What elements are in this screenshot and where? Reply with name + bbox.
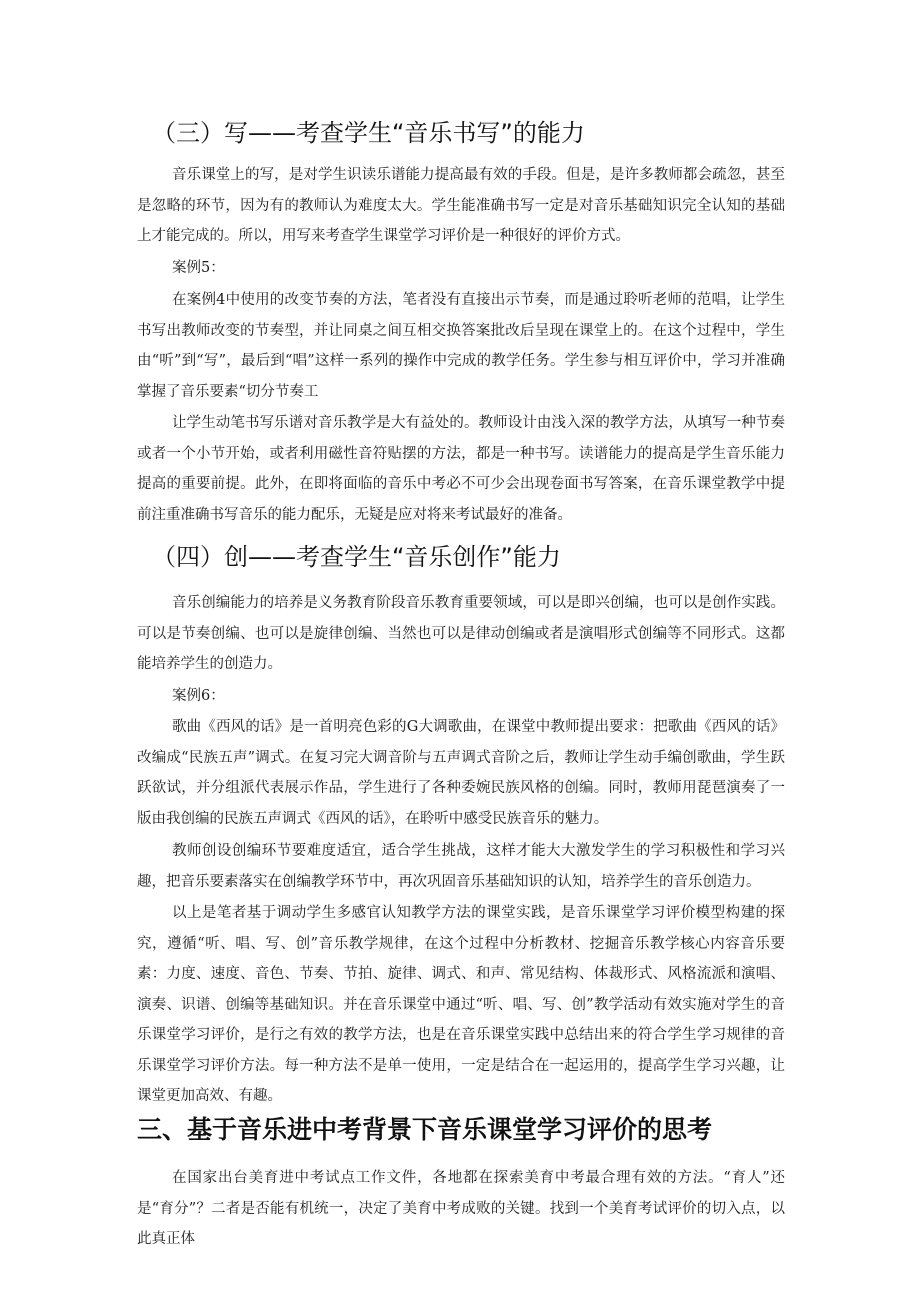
case-label: 案例5： [172, 260, 225, 276]
case-6-text-block [137, 712, 785, 834]
case-5-label-block [137, 253, 785, 283]
paragraph: 歌曲《西风的话》是一首明亮色彩的G大调歌曲，在课堂中教师提出要求：把歌曲《西风的话》改编成“民族五声”调式。在复习完大调音阶与五声调式音阶之后，教师让学生动手编创歌曲，学生跃跃欲试，并分组派代表展示作品，学生进行了各种委婉民族风格的创编。同时，教师用琵琶演奏了一版由我创编的民族五声调式《西风的话》，在聆听中感受民族音乐的魅力。 [137, 719, 785, 827]
chapter-heading: 三、基于音乐进中考背景下音乐课堂学习评价的思考 [137, 1115, 713, 1144]
paragraph: 音乐创编能力的培养是义务教育阶段音乐教育重要领域，可以是即兴创编，也可以是创作实践。可以是节奏创编、也可以是旋律创编、当然也可以是律动创编或者是演唱形式创编等不同形式。这都能培养学生的创造力。 [137, 595, 785, 672]
case-label: 案例6： [172, 688, 225, 704]
section-heading: （四）创——考查学生“音乐创作”能力 [152, 543, 561, 571]
section-heading: （三）写——考查学生“音乐书写”的能力 [152, 119, 585, 147]
section-create-heading-block [137, 541, 785, 573]
paragraph: 让学生动笔书写乐谱对音乐教学是大有益处的。教师设计由浅入深的教学方法，从填写一种节奏或者一个小节开始，或者利用磁性音符贴摆的方法，都是一种书写。读谱能力的提高是学生音乐能力提高的重要前提。此外，在即将面临的音乐中考必不可少会出现卷面书写答案，在音乐课堂教学中提前注重准确书写音乐的能力配乐，无疑是应对将来考试最好的准备。 [137, 415, 785, 523]
paragraph: 音乐课堂上的写，是对学生识读乐谱能力提高最有效的手段。但是，是许多教师都会疏忽，甚至是忽略的环节，因为有的教师认为难度太大。学生能准确书写一定是对音乐基础知识完全认知的基础上才能完成的。所以，用写来考查学生课堂学习评价是一种很好的评价方式。 [137, 167, 785, 244]
section-write-conclusion-block [137, 408, 785, 530]
paragraph: 教师创设创编环节要难度适宜，适合学生挑战，这样才能大大激发学生的学习积极性和学习兴趣，把音乐要素落实在创编教学环节中，再次巩固音乐基础知识的认知，培养学生的音乐创造力。 [137, 843, 785, 890]
section-create-reflection-block [137, 836, 785, 897]
section-create-intro-block [137, 588, 785, 680]
section-three-heading-block [137, 1113, 785, 1147]
section-write-heading-block [137, 117, 785, 149]
paragraph: 以上是笔者基于调动学生多感官认知教学方法的课堂实践，是音乐课堂学习评价模型构建的探究，遵循“听、唱、写、创”音乐教学规律，在这个过程中分析教材、挖掘音乐教学核心内容音乐要素：力度、速度、音色、节奏、节拍、旋律、调式、和声、常见结构、体裁形式、风格流派和演唱、演奏、识谱、创编等基础知识。并在音乐课堂中通过“听、唱、写、创”教学活动有效实施对学生的音乐课堂学习评价，是行之有效的教学方法，也是在音乐课堂实践中总结出来的符合学生学习规律的音乐课堂学习评价方法。每一种方法不是单一使用，一定是结合在一起运用的，提高学生学习兴趣，让课堂更加高效、有趣。 [137, 905, 785, 1104]
section-three-intro-block [137, 1163, 785, 1255]
section-write-intro-block [137, 160, 785, 252]
paragraph: 在案例4中使用的改变节奏的方法，笔者没有直接出示节奏，而是通过聆听老师的范唱，让学生书写出教师改变的节奏型，并让同桌之间互相交换答案批改后呈现在课堂上的。在这个过程中，学生由“听”到“写”，最后到“唱”这样一系列的操作中完成的教学任务。学生参与相互评价中，学习并准确掌握了音乐要素“切分节奏工 [137, 292, 785, 400]
section-create-summary-block [137, 898, 785, 1112]
paragraph: 在国家出台美育进中考试点工作文件，各地都在探索美育中考最合理有效的方法。“育人”还是“育分”？二者是否能有机统一，决定了美育中考成败的关键。找到一个美育考试评价的切入点，以此真正体 [137, 1170, 785, 1247]
case-6-label-block [137, 681, 785, 711]
case-5-text-block [137, 285, 785, 407]
